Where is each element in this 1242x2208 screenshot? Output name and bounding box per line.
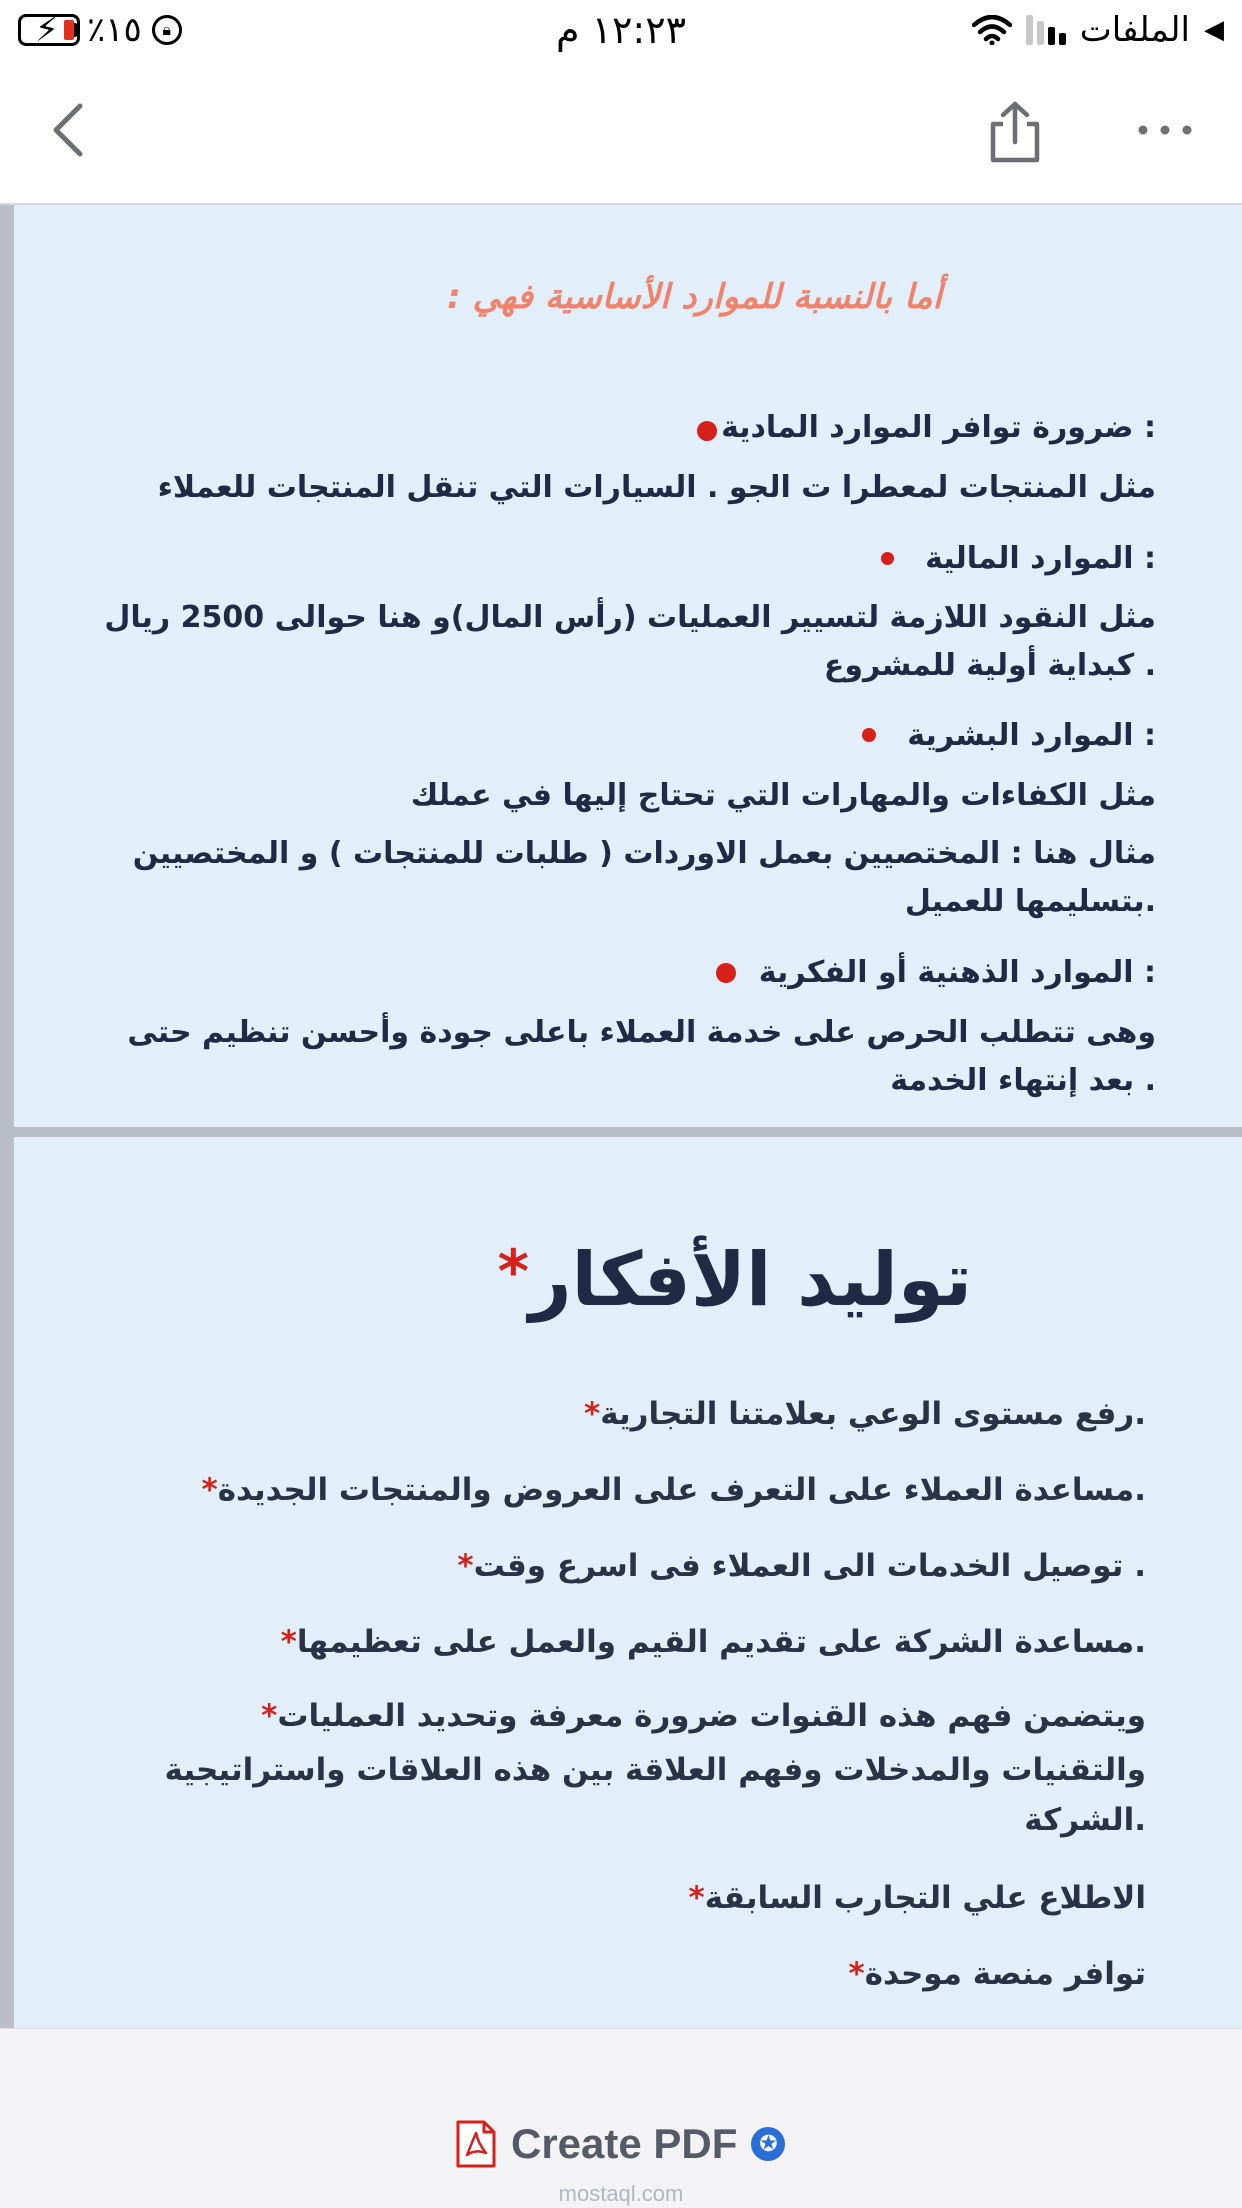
section-line: مثل الكفاءات والمهارات التي تحتاج إليها في عملك	[410, 778, 1156, 813]
pdf-page-1	[14, 205, 1242, 1127]
cellular-signal-icon	[1026, 15, 1066, 45]
bullet-dot-icon	[881, 552, 894, 565]
viewer-toolbar	[0, 60, 1242, 205]
idea-item	[281, 1615, 1146, 1669]
create-pdf-button[interactable]	[455, 2119, 785, 2169]
section-title-human: : الموارد البشرية	[907, 718, 1156, 753]
page2-title-text: توليد الأفكار	[528, 1237, 972, 1323]
section-line: وهى تتطلب الحرص على خدمة العملاء باعلى جودة وأحسن تنظيم حتى	[127, 1015, 1156, 1050]
section-title-financial: : الموارد المالية	[925, 541, 1156, 576]
idea-item	[202, 1463, 1146, 1517]
idea-item-text: .رفع مستوى الوعي بعلامتنا التجارية	[600, 1396, 1146, 1432]
idea-item	[457, 1539, 1146, 1593]
red-star-icon: *	[497, 1237, 529, 1307]
battery-percent: ٪١٥	[87, 10, 142, 50]
bullet-dot-icon	[697, 421, 717, 441]
idea-item-text: .مساعدة الشركة على تقديم القيم والعمل على تعظيمها	[296, 1624, 1146, 1660]
red-star-icon: *	[688, 1880, 705, 1916]
section-line: .بتسليمها للعميل	[904, 884, 1156, 919]
idea-item	[688, 1871, 1146, 1925]
bullet-dot-icon	[862, 728, 876, 742]
create-pdf-label[interactable]: Create PDF	[511, 2120, 738, 2167]
ellipsis-icon[interactable]	[1135, 120, 1195, 140]
red-star-icon: *	[261, 1698, 278, 1734]
pdf-page-2	[14, 1137, 1242, 2028]
idea-item-text: توافر منصة موحدة	[864, 1956, 1146, 1992]
bullet-dot-icon	[716, 963, 736, 983]
section-line: . كبداية أولية للمشروع	[823, 648, 1156, 683]
section-line: مثال هنا : المختصيين بعمل الاوردات ( طلبات للمنتجات ) و المختصيين	[132, 836, 1156, 871]
pdf-file-icon	[455, 2119, 497, 2169]
section-line: مثل المنتجات لمعطرا ت الجو . السيارات التي تنقل المنتجات للعملاء	[157, 470, 1156, 505]
red-star-icon: *	[457, 1548, 474, 1584]
section-title-material: : ضرورة توافر الموارد المادية	[721, 410, 1156, 445]
section-title-intellectual: : الموارد الذهنية أو الفكرية	[758, 955, 1156, 990]
page1-heading: أما بالنسبة للموارد الأساسية فهي :	[447, 277, 942, 317]
section-line: مثل النقود اللازمة لتسيير العمليات (رأس المال)و هنا حوالى 2500 ريال	[104, 600, 1156, 635]
document-viewer[interactable]	[0, 205, 1242, 2028]
wifi-icon	[972, 15, 1012, 45]
premium-badge-icon: ✪	[751, 2127, 785, 2161]
back-to-app-arrow-icon[interactable]: ◀	[1204, 15, 1224, 45]
battery-icon: ⚡	[18, 14, 77, 46]
idea-item	[584, 1387, 1146, 1441]
page2-title	[498, 1237, 972, 1323]
idea-item	[261, 1689, 1146, 1743]
status-right[interactable]	[972, 10, 1224, 50]
red-star-icon: *	[584, 1396, 601, 1432]
idea-item	[849, 1947, 1146, 2001]
watermark-text: mostaql.com	[558, 2181, 684, 2206]
share-icon[interactable]	[985, 100, 1045, 164]
back-to-app-label[interactable]: الملفات	[1079, 10, 1190, 50]
idea-item-continued: والتقنيات والمدخلات وفهم العلاقة بين هذه العلاقات واستراتيجية	[164, 1752, 1146, 1788]
red-star-icon: *	[201, 1472, 218, 1508]
idea-item-continued: .الشركة	[1024, 1802, 1146, 1838]
red-star-icon: *	[280, 1624, 297, 1660]
idea-item-text: ويتضمن فهم هذه القنوات ضرورة معرفة وتحديد العمليات	[277, 1698, 1146, 1734]
bottom-bar	[0, 2028, 1242, 2208]
chevron-left-icon[interactable]	[44, 100, 94, 160]
idea-item-text: . توصيل الخدمات الى العملاء فى اسرع وقت	[473, 1548, 1146, 1584]
red-star-icon: *	[848, 1956, 865, 1992]
idea-item-text: .مساعدة العملاء على التعرف على العروض والمنتجات الجديدة	[217, 1472, 1146, 1508]
idea-item-text: الاطلاع علي التجارب السابقة	[704, 1880, 1146, 1916]
status-time: ١٢:٢٣ م	[555, 8, 687, 52]
section-line: . بعد إنتهاء الخدمة	[890, 1063, 1156, 1098]
rotation-lock-icon: 🔒︎	[152, 15, 182, 45]
status-bar	[0, 0, 1242, 60]
